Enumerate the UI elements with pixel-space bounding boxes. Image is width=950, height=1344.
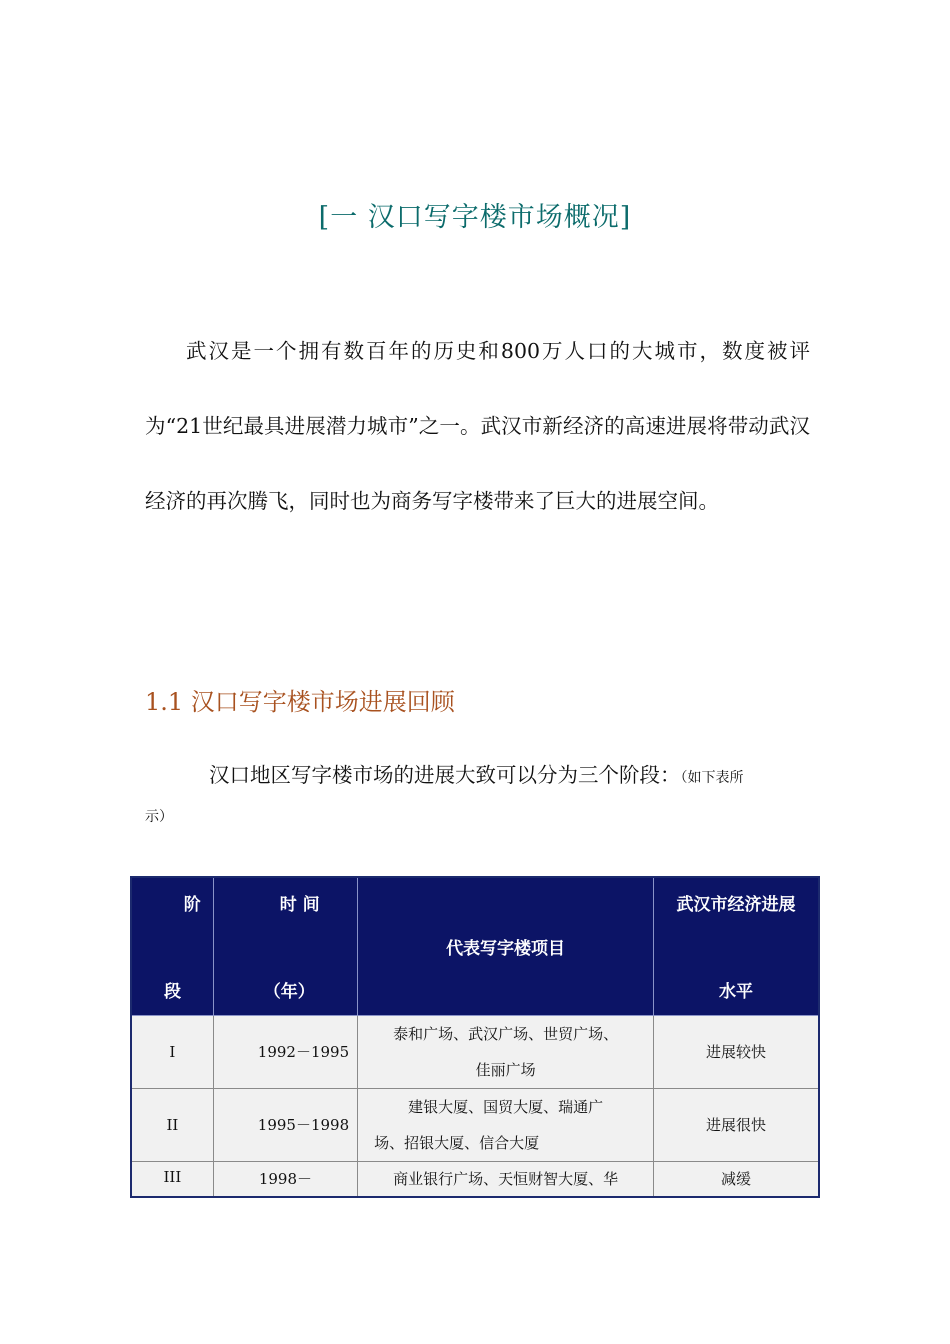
cell-years: 1992－1995 xyxy=(213,1015,357,1088)
table-row xyxy=(131,1161,819,1197)
table-row xyxy=(131,1015,819,1088)
table-intro-text: 汉口地区写字楼市场的进展大致可以分为三个阶段： xyxy=(209,763,681,787)
table-intro xyxy=(145,748,810,806)
header-stage-bottom: 段 xyxy=(164,982,181,1003)
table-intro-note: （如下表所 xyxy=(680,770,744,786)
cell-stage: I xyxy=(131,1015,213,1088)
cell-projects-line: 场、招银大厦、信合大厦 xyxy=(374,1133,540,1152)
header-years xyxy=(213,877,357,1015)
cell-projects xyxy=(358,1088,654,1161)
cell-level: 减缓 xyxy=(654,1161,820,1197)
page-title: [一 汉口写字楼市场概况] xyxy=(318,202,632,233)
intro-paragraph: 武汉是一个拥有数百年的历史和800万人口的大城市，数度被评为“21世纪最具进展潜力城市”之一。武汉市新经济的高速进展将带动武汉经济的再次腾飞，同时也为商务写字楼带来了巨大的进展空间。 xyxy=(145,339,810,513)
cell-years: 1995－1998 xyxy=(213,1088,357,1161)
table-intro-note-cont: 示） xyxy=(145,809,173,825)
table-header-row xyxy=(131,877,819,1015)
table-row xyxy=(131,1088,819,1161)
header-projects: 代表写字楼项目 xyxy=(358,877,654,1015)
header-level-top: 武汉市经济进展 xyxy=(676,895,796,916)
cell-years: 1998－ xyxy=(213,1161,357,1197)
cell-projects-line: 泰和广场、武汉广场、世贸广场、 xyxy=(393,1024,619,1043)
cell-projects-line: 建银大厦、国贸大厦、瑞通广 xyxy=(408,1097,604,1116)
section-heading: 1.1 汉口写字楼市场进展回顾 xyxy=(145,688,455,716)
cell-level: 进展较快 xyxy=(654,1015,820,1088)
header-years-bottom: （年） xyxy=(263,982,315,1003)
cell-projects xyxy=(358,1015,654,1088)
cell-stage: III xyxy=(131,1161,213,1197)
cell-projects-line: 佳丽广场 xyxy=(475,1060,536,1079)
cell-projects-line: 商业银行广场、天恒财智大厦、华 xyxy=(393,1169,619,1188)
header-stage xyxy=(131,877,213,1015)
cell-projects xyxy=(358,1161,654,1197)
header-stage-top: 阶 xyxy=(183,895,201,916)
header-level xyxy=(654,877,820,1015)
cell-stage: II xyxy=(131,1088,213,1161)
header-years-top: 时 间 xyxy=(279,895,320,916)
stages-table xyxy=(130,876,820,1198)
header-level-bottom: 水平 xyxy=(719,982,753,1003)
cell-level: 进展很快 xyxy=(654,1088,820,1161)
